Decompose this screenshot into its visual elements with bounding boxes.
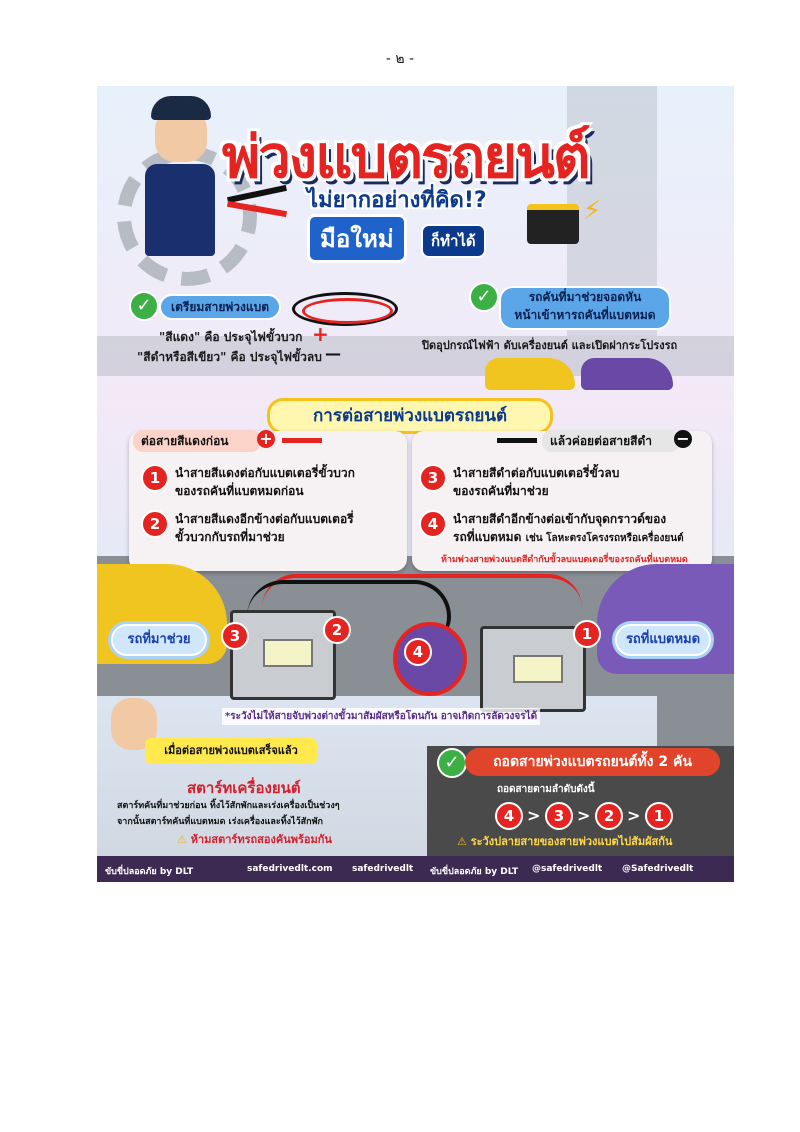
check-icon-3: ✓ xyxy=(437,748,467,778)
poster-subtitle: ไม่ยากอย่างที่คิด!? xyxy=(307,188,487,213)
dead-battery-icon xyxy=(480,626,586,712)
step-number: 2 xyxy=(141,510,169,538)
footer-website: safedrivedlt.com xyxy=(247,864,333,874)
order-sep: > xyxy=(527,806,541,825)
footer-tiktok: @Safedrivedlt xyxy=(622,864,694,874)
footer-brand: ขับขี่ปลอดภัย by DLT xyxy=(105,867,194,877)
dead-car-label: รถที่แบตหมด xyxy=(615,624,711,656)
step-line: นำสายสีแดงต่อกับแบตเตอรี่ขั้วบวก xyxy=(175,466,355,480)
start-line1: สตาร์ทคันที่มาช่วยก่อน ทิ้งไว้สักพักและเร่งเครื่องเป็นช่วงๆ xyxy=(117,801,340,811)
start-title: สตาร์ทเครื่องยนต์ xyxy=(187,779,301,797)
page-number: - ๒ - xyxy=(385,51,415,67)
battery-icon xyxy=(527,204,579,244)
park-label-line2: หน้าเข้าหารถคันที่แบตหมด xyxy=(514,308,656,322)
check-icon-2: ✓ xyxy=(469,282,499,312)
black-clamp-icon xyxy=(497,438,537,443)
order-step: 2 xyxy=(595,802,623,830)
footer-facebook: safedrivedlt xyxy=(352,864,414,874)
prep-label: เตรียมสายพ่วงแบต xyxy=(159,294,281,320)
poster-footer xyxy=(97,856,734,882)
step-line: ขั้วบวกกับรถที่มาช่วย xyxy=(175,530,285,544)
check-icon: ✓ xyxy=(129,291,159,321)
start-line2: จากนั้นสตาร์ทคันที่แบตหมด เร่งเครื่องและทิ้งไว้สักพัก xyxy=(117,817,323,827)
red-first-label: ต่อสายสีแดงก่อน xyxy=(133,430,261,452)
order-sep: > xyxy=(577,806,591,825)
order-step: 1 xyxy=(645,802,673,830)
remove-sub: ถอดสายตามลำดับดังนี้ xyxy=(497,784,595,795)
black-after-card xyxy=(412,431,712,571)
battery-label-2 xyxy=(513,655,563,683)
step-text xyxy=(175,464,355,500)
purple-car xyxy=(581,358,673,390)
helper-battery-icon xyxy=(230,610,336,700)
plus-icon: + xyxy=(312,322,329,346)
red-clamp-icon xyxy=(282,438,322,443)
order-sep: > xyxy=(627,806,641,825)
step-number: 1 xyxy=(141,464,169,492)
plus-badge-icon: + xyxy=(257,430,275,448)
battery-label xyxy=(263,639,313,667)
order-step: 3 xyxy=(545,802,573,830)
step-line-bold: รถที่แบตหมด xyxy=(453,530,522,544)
step-marker: 3 xyxy=(221,622,249,650)
footer-youtube: ขับขี่ปลอดภัย by DLT xyxy=(430,867,519,877)
step-line-example: เช่น โลหะตรงโครงรถหรือเครื่องยนต์ xyxy=(525,533,684,544)
park-label-line1: รถคันที่มาช่วยจอดหัน xyxy=(528,290,642,304)
warning-icon: ⚠ xyxy=(177,833,187,846)
step-line: นำสายสีดำต่อกับแบตเตอรี่ขั้วลบ xyxy=(453,466,620,480)
lightning-icon: ⚡ xyxy=(583,196,602,226)
poster-title: พ่วงแบตรถยนต์ xyxy=(222,123,589,191)
step-number: 3 xyxy=(419,464,447,492)
step-text xyxy=(453,510,684,548)
done-label: เมื่อต่อสายพ่วงแบตเสร็จแล้ว xyxy=(145,738,317,764)
yellow-car xyxy=(485,358,575,390)
dead-car-body xyxy=(597,564,734,674)
park-desc: ปิดอุปกรณ์ไฟฟ้า ดับเครื่องยนต์ และเปิดฝากระโปรงรถ xyxy=(422,339,678,352)
step-line: นำสายสีดำอีกข้างต่อเข้ากับจุดกราวด์ของ xyxy=(453,512,667,526)
step-text xyxy=(175,510,354,546)
infographic-poster xyxy=(97,86,734,882)
step-line: นำสายสีแดงอีกข้างต่อกับแบตเตอรี่ xyxy=(175,512,354,526)
order-step: 4 xyxy=(495,802,523,830)
remove-warning xyxy=(457,832,672,850)
minus-badge-icon: − xyxy=(674,430,692,448)
red-first-card xyxy=(129,431,407,571)
remove-warning-text: ระวังปลายสายของสายพ่วงแบตไปสัมผัสกัน xyxy=(470,835,673,848)
warning-icon-2: ⚠ xyxy=(457,835,467,848)
minus-icon: — xyxy=(325,344,341,363)
step-marker: 2 xyxy=(323,616,351,644)
helper-car-label: รถที่มาช่วย xyxy=(111,624,207,656)
can-do-badge: ก็ทำได้ xyxy=(421,224,486,258)
step-marker: 4 xyxy=(404,638,432,666)
remove-title: ถอดสายพ่วงแบตรถยนต์ทั้ง 2 คัน xyxy=(465,748,720,776)
red-cable-text: "สีแดง" คือ ประจุไฟขั้วบวก xyxy=(159,330,303,344)
step-number: 4 xyxy=(419,510,447,538)
park-label xyxy=(499,286,671,330)
step-marker: 1 xyxy=(573,620,601,648)
cable-coil-red xyxy=(302,298,393,324)
mechanic-overalls xyxy=(145,164,215,256)
start-warning xyxy=(177,830,332,848)
black-after-label: แล้วค่อยต่อสายสีดำ xyxy=(542,430,680,452)
step-line: ของรถคันที่มาช่วย xyxy=(453,484,549,498)
caution-text: *ระวังไม่ให้สายจับพ่วงต่างขั้วมาสัมผัสหรือโดนกัน อาจเกิดการลัดวงจรได้ xyxy=(222,708,540,725)
black-cable-text: "สีดำหรือสีเขียว" คือ ประจุไฟขั้วลบ xyxy=(137,350,322,364)
beginner-badge: มือใหม่ xyxy=(307,214,407,263)
mechanic-hair xyxy=(151,96,211,120)
step-line: ของรถคันที่แบตหมดก่อน xyxy=(175,484,304,498)
warning-red-text: ห้ามพ่วงสายพ่วงแบตสีดำกับขั้วลบแบตเตอรี่ของรถคันที่แบตหมด xyxy=(441,555,688,565)
footer-line: @safedrivedlt xyxy=(532,864,603,874)
step-text xyxy=(453,464,619,500)
step-line xyxy=(453,528,684,548)
start-warning-text: ห้ามสตาร์ทรถสองคันพร้อมกัน xyxy=(190,833,332,846)
section-title: การต่อสายพ่วงแบตรถยนต์ xyxy=(267,398,553,434)
